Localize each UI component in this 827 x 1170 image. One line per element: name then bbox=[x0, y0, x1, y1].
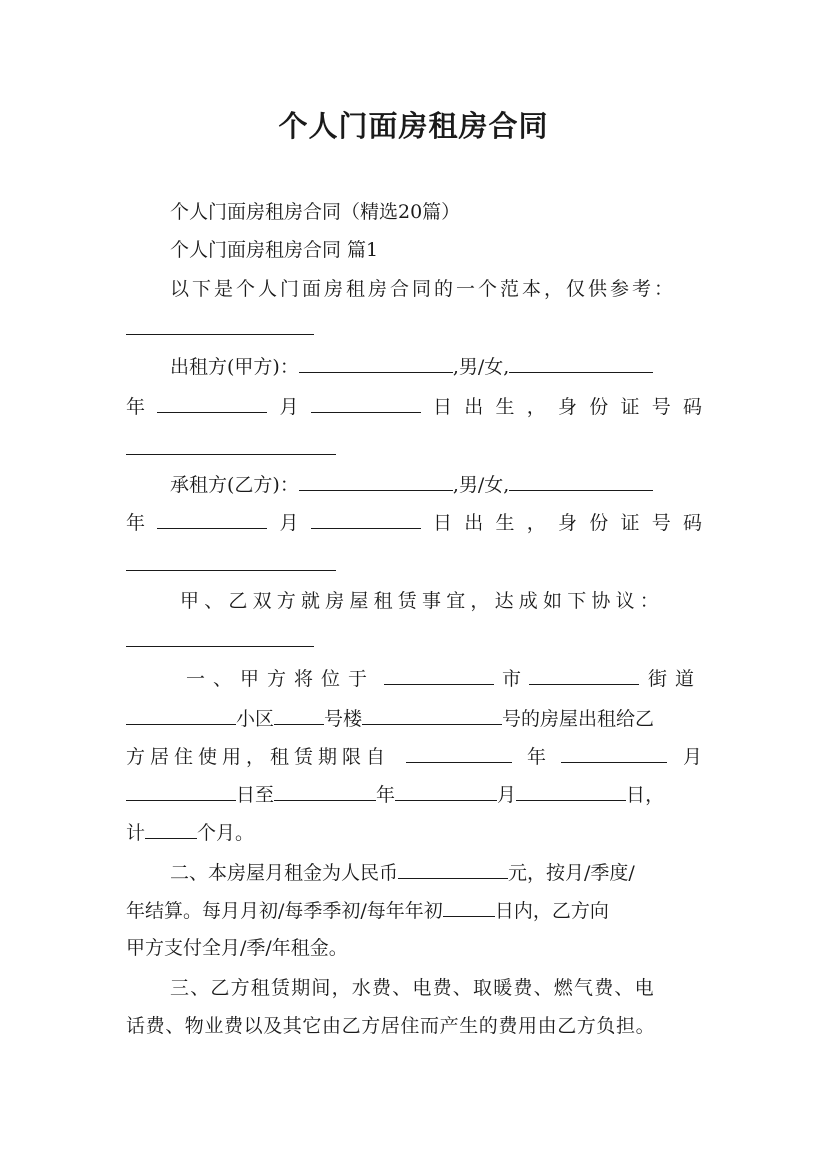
subtitle: 个人门面房租房合同（精选20篇） bbox=[170, 201, 461, 223]
gender-label: ,男/女, bbox=[452, 474, 510, 496]
clause1-line4 bbox=[126, 780, 702, 809]
clause2-payment-label: 年结算。每月月初/每季季初/每年年初 bbox=[126, 900, 443, 922]
clause1-line1 bbox=[186, 664, 702, 693]
born-char: 生 bbox=[495, 512, 515, 534]
party-b-line bbox=[170, 470, 702, 499]
lease-start-label: 方居住使用，租赁期限自 bbox=[126, 746, 391, 768]
intro-text: 以下是个人门面房租房合同的一个范本，仅供参考： bbox=[170, 278, 677, 300]
clause3-line2: 话费、物业费以及其它由乙方居住而产生的费用由乙方负担。 bbox=[126, 1015, 656, 1037]
month-label: 月 bbox=[682, 746, 702, 768]
birth-month-blank bbox=[311, 392, 421, 413]
party-a-line bbox=[170, 352, 702, 381]
total-months-blank bbox=[145, 818, 197, 839]
clause1-line3 bbox=[126, 742, 702, 771]
month-label: 月 bbox=[279, 512, 299, 534]
party-a-label: 出租方(甲方)： bbox=[170, 356, 299, 378]
year-label: 年 bbox=[126, 396, 146, 418]
street-blank bbox=[529, 664, 639, 685]
clause1-line5 bbox=[126, 818, 702, 847]
payment-days-blank bbox=[443, 896, 495, 917]
date-to-label: 日至 bbox=[236, 784, 275, 806]
house-blank bbox=[362, 704, 502, 725]
gender-label: ,男/女, bbox=[452, 356, 510, 378]
birth-month-blank bbox=[311, 508, 421, 529]
clause2-party-b-label: 日内，乙方向 bbox=[494, 900, 609, 922]
clause3-line1: 三、乙方租赁期间，水费、电费、取暖费、燃气费、电 bbox=[170, 977, 655, 999]
city-blank bbox=[384, 664, 494, 685]
year-label: 年 bbox=[526, 746, 546, 768]
total-label: 计 bbox=[126, 822, 146, 844]
start-year-blank bbox=[406, 742, 512, 763]
party-b-name-blank bbox=[299, 470, 453, 491]
party-a-gender-blank bbox=[509, 352, 653, 373]
clause1-lead: 一、甲方将位于 bbox=[186, 668, 376, 690]
party-a-name-blank bbox=[299, 352, 453, 373]
id-char: 码 bbox=[682, 512, 702, 534]
party-b-id-blank bbox=[126, 570, 336, 571]
born-char: 出 bbox=[464, 396, 484, 418]
comma-char: ， bbox=[645, 784, 665, 806]
city-label: 市 bbox=[501, 668, 521, 690]
born-char: 出 bbox=[464, 512, 484, 534]
month-label: 月 bbox=[279, 396, 299, 418]
id-char: 证 bbox=[620, 396, 640, 418]
comma-char: ， bbox=[526, 396, 546, 418]
id-char: 号 bbox=[651, 512, 671, 534]
birth-year-blank bbox=[157, 508, 267, 529]
community-label: 小区 bbox=[236, 708, 275, 730]
clause2-line2 bbox=[126, 896, 702, 925]
start-month-blank bbox=[561, 742, 667, 763]
day-label: 日 bbox=[432, 512, 452, 534]
blank-line bbox=[126, 646, 314, 647]
clause1-line2 bbox=[126, 704, 702, 733]
document-title: 个人门面房租房合同 bbox=[278, 109, 549, 143]
born-char: 生 bbox=[495, 396, 515, 418]
clause2-settlement-label: 元，按月/季度/ bbox=[508, 862, 635, 884]
id-char: 身 bbox=[557, 512, 577, 534]
end-day-blank bbox=[516, 780, 626, 801]
party-b-gender-blank bbox=[509, 470, 653, 491]
end-month-blank bbox=[395, 780, 497, 801]
id-char: 份 bbox=[589, 512, 609, 534]
day-label: 日 bbox=[432, 396, 452, 418]
party-b-label: 承租方(乙方)： bbox=[170, 474, 299, 496]
street-label: 街道 bbox=[647, 668, 702, 690]
clause2-line3: 甲方支付全月/季/年租金。 bbox=[126, 937, 348, 959]
birth-year-blank bbox=[157, 392, 267, 413]
day-label: 日 bbox=[626, 784, 646, 806]
year-label: 年 bbox=[376, 784, 396, 806]
party-a-id-blank bbox=[126, 454, 336, 455]
rent-amount-blank bbox=[398, 858, 508, 879]
comma-char: ， bbox=[526, 512, 546, 534]
blank-line bbox=[126, 334, 314, 335]
clause2-rent-label: 二、本房屋月租金为人民币 bbox=[170, 862, 399, 884]
community-blank bbox=[126, 704, 236, 725]
agreement-text: 甲、乙双方就房屋租赁事宜，达成如下协议： bbox=[180, 590, 665, 612]
end-year-blank bbox=[274, 780, 376, 801]
year-label: 年 bbox=[126, 512, 146, 534]
building-blank bbox=[274, 704, 324, 725]
start-day-blank bbox=[126, 780, 236, 801]
id-char: 证 bbox=[620, 512, 640, 534]
id-char: 身 bbox=[557, 396, 577, 418]
id-char: 号 bbox=[651, 396, 671, 418]
id-char: 码 bbox=[682, 396, 702, 418]
section-heading: 个人门面房租房合同 篇1 bbox=[170, 239, 379, 261]
party-a-birth-line bbox=[126, 392, 702, 421]
building-label: 号楼 bbox=[324, 708, 363, 730]
house-label: 号的房屋出租给乙 bbox=[502, 708, 655, 730]
party-b-birth-line bbox=[126, 508, 702, 537]
id-char: 份 bbox=[589, 396, 609, 418]
months-end-label: 个月。 bbox=[197, 822, 255, 844]
clause2-line1 bbox=[170, 858, 702, 887]
month-label: 月 bbox=[497, 784, 517, 806]
